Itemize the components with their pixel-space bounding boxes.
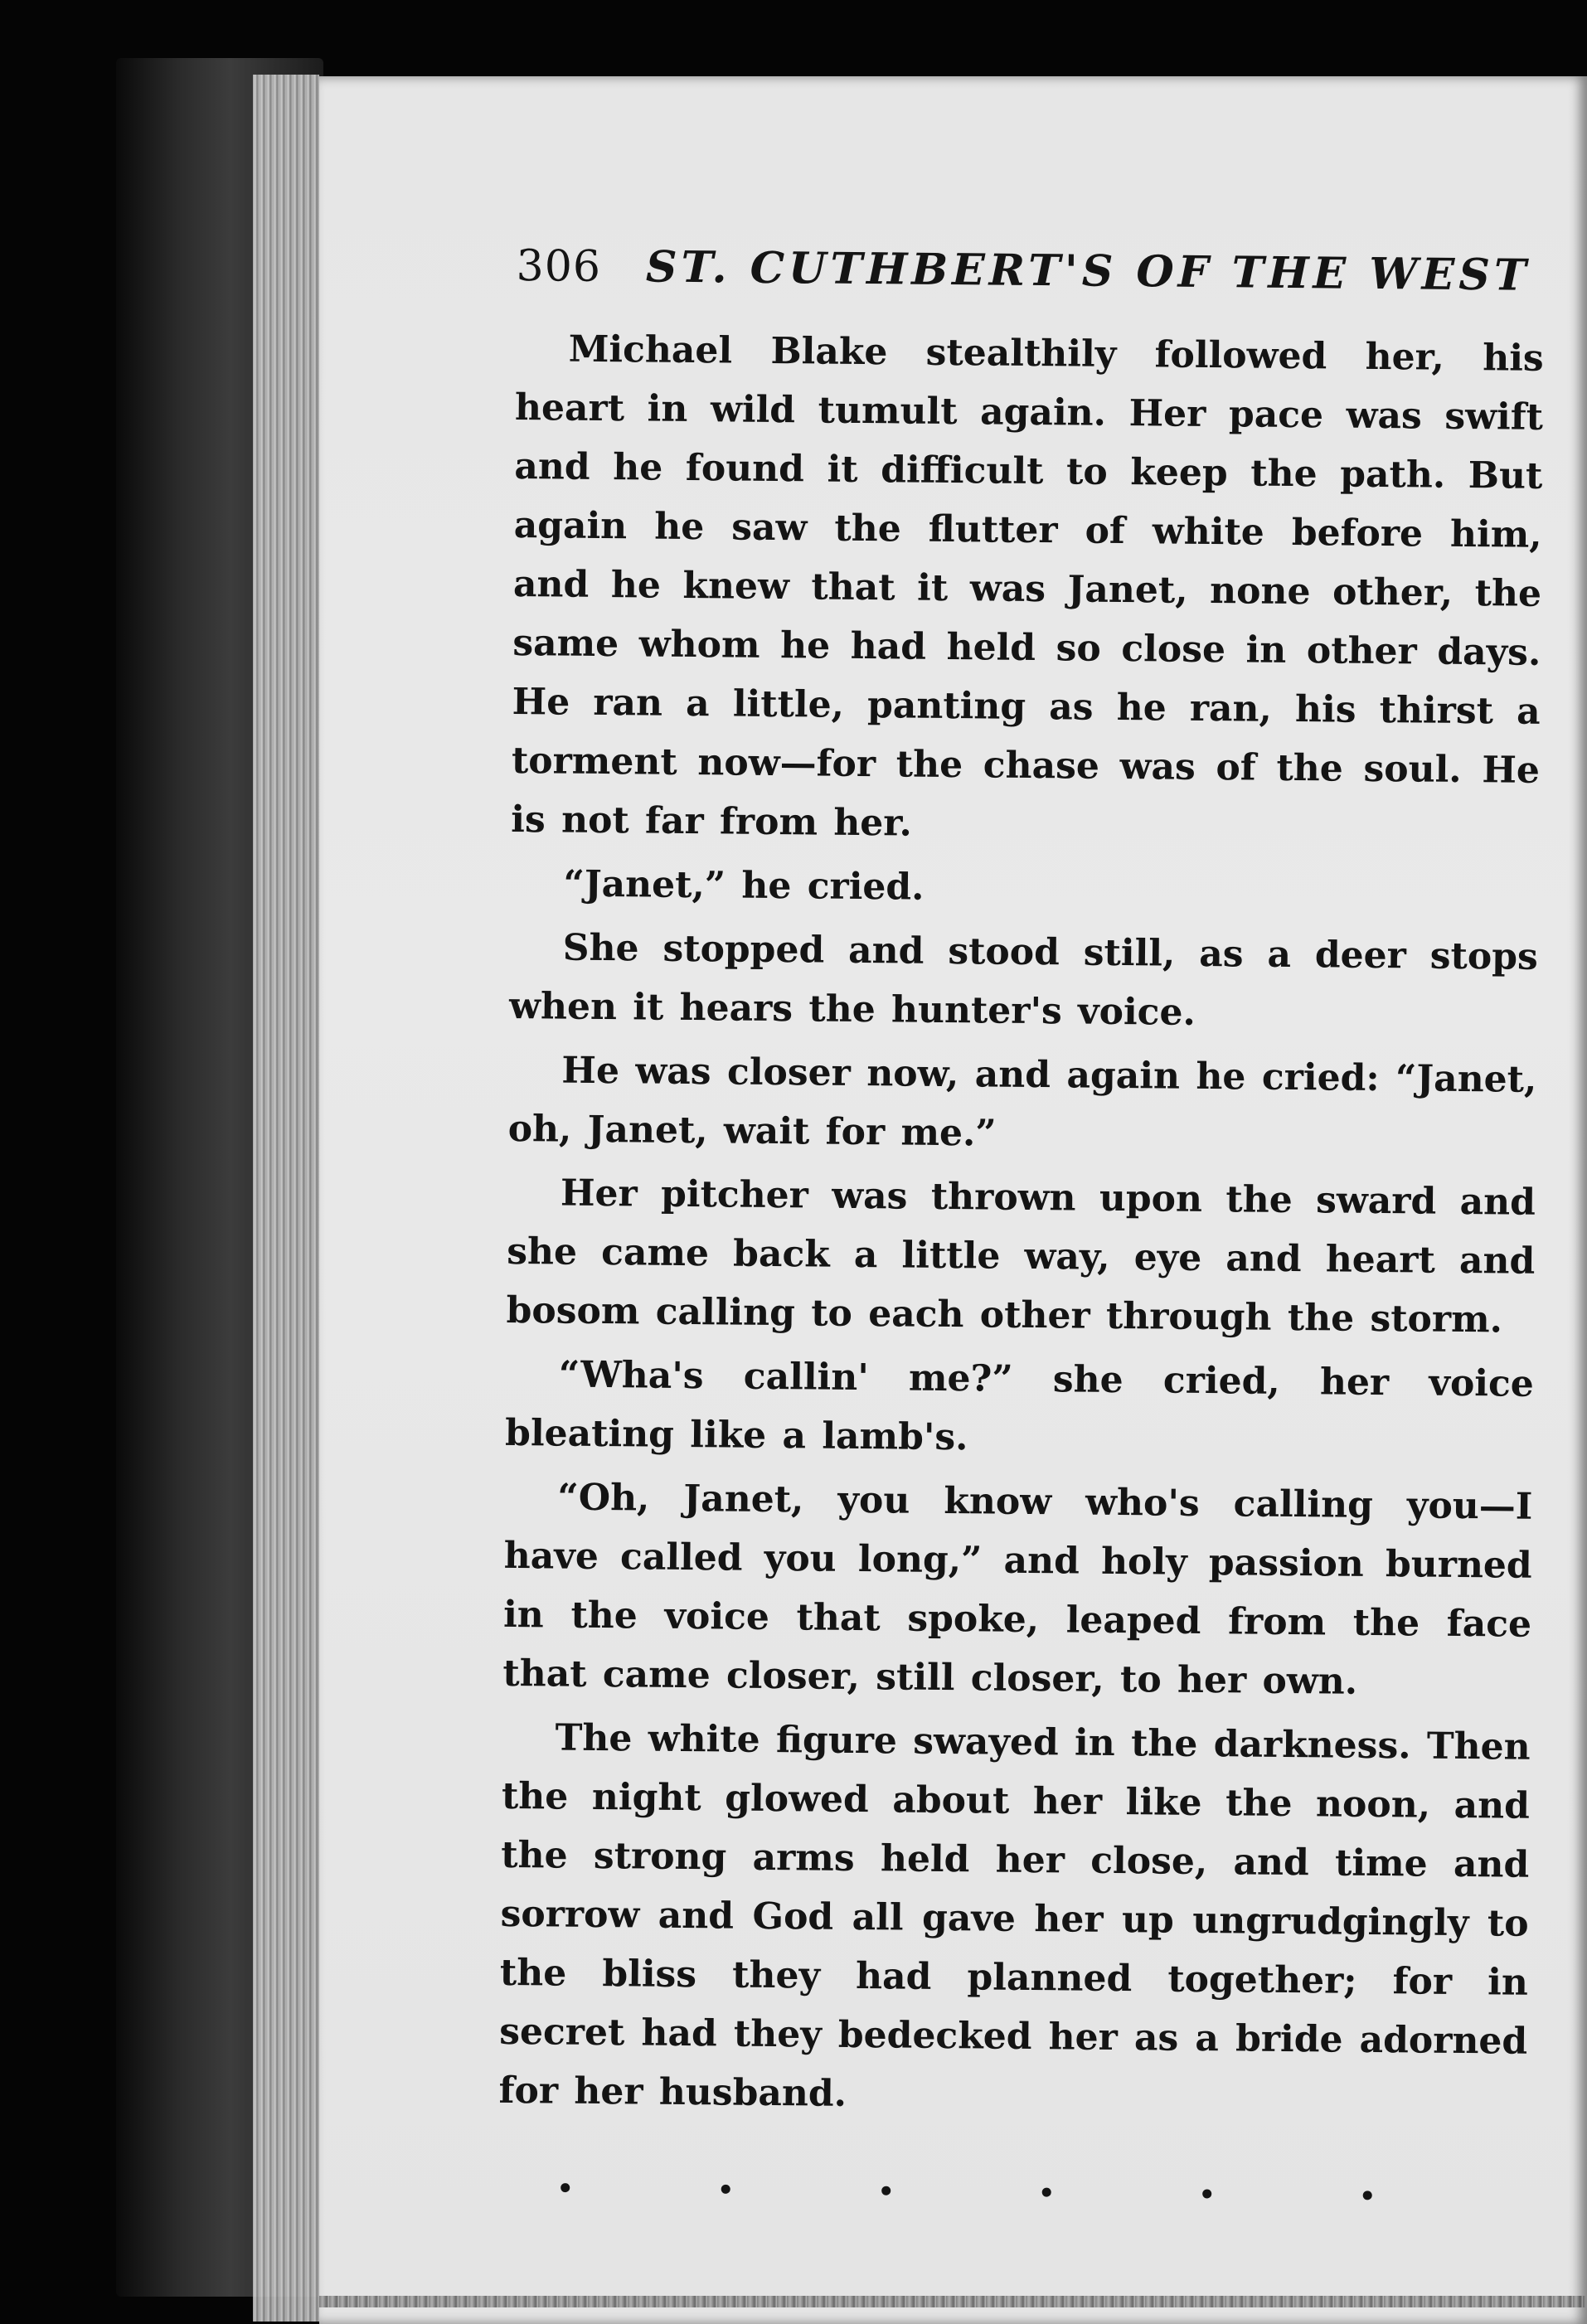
paragraph: “Janet,” he cried. xyxy=(563,862,925,909)
ornament-dot: • xyxy=(1036,2175,1056,2212)
book-page xyxy=(319,76,1587,2324)
running-head xyxy=(516,240,1545,301)
ornament-dot: • xyxy=(1357,2177,1377,2215)
page-content xyxy=(497,240,1545,2216)
ornament-dot: • xyxy=(716,2171,735,2209)
paragraph: She stopped and stood still, as a deer stops when it hears the hunter's voice. xyxy=(508,926,1539,1034)
section-break-ornament xyxy=(556,2171,1376,2215)
page-number: 306 xyxy=(516,240,602,292)
page-bottom-edge xyxy=(319,2296,1587,2307)
paragraph: The white figure swayed in the darkness. Then the night glowed about her like the noon, and the strong arms held her close, and time and sorrow and God all gave her up ungrudgingly to the bliss they had planned together; for in secret had they bedecked her as a bride adorned for her husband. xyxy=(498,1716,1531,2115)
ornament-dot: • xyxy=(1197,2176,1217,2214)
paragraph: Her pitcher was thrown upon the sward and she came back a little way, eye and heart and bosom calling to each other through the storm. xyxy=(506,1172,1536,1342)
running-title: ST. CUTHBERT'S OF THE WEST xyxy=(645,241,1531,301)
paragraph: “Oh, Janet, you know who's calling you—I have called you long,” and holy passion burned in the voice that spoke, leaped from the face that came closer, still closer, to her own. xyxy=(502,1476,1533,1703)
ornament-dot: • xyxy=(876,2173,896,2210)
body-text xyxy=(498,319,1544,2130)
page-stack-edge xyxy=(253,75,319,2322)
paragraph: “Wha's callin' me?” she cried, her voice bleating like a lamb's. xyxy=(504,1353,1535,1459)
ornament-dot: • xyxy=(556,2170,575,2207)
paragraph: He was closer now, and again he cried: “Janet, oh, Janet, wait for me.” xyxy=(507,1049,1537,1155)
paragraph: Michael Blake stealthily followed her, his heart in wild tumult again. Her pace was swift and he found it difficult to keep the path. But again he saw the flutter of white before him, and he knew that it was Janet, none other, the same whom he had held so close in other days. He ran a little, panting as he ran, his thirst a torment now—for the chase was of the soul. He is not far from her. xyxy=(511,327,1544,845)
